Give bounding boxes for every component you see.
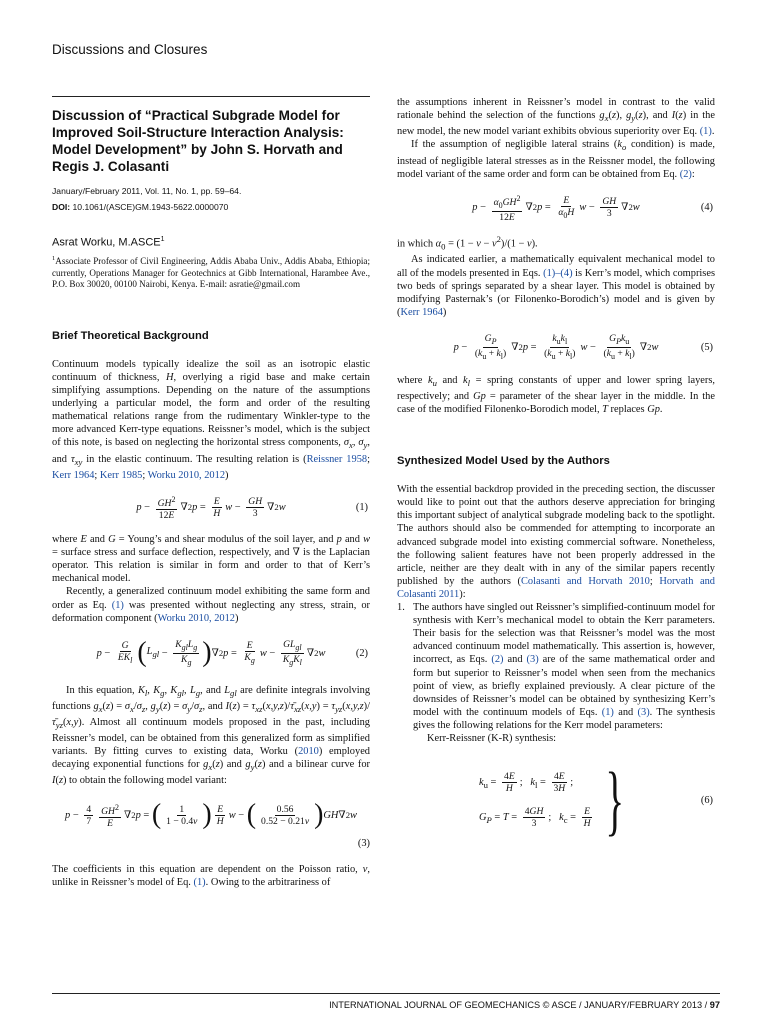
citation: January/February 2011, Vol. 11, No. 1, pp. 59–64. (52, 186, 242, 196)
page-number: 97 (709, 1000, 720, 1010)
paragraph: Recently, a generalized continuum model exhibiting the same form and order as Eq. (1) was presented without neglecting any stress, strain, or deformation component (Worku 2010, 2012) (52, 586, 371, 624)
equation-5: p − $\frac{G_P}{(k_u + k_l)}$ ∇ 2 p = $\frac{k_uk_l}{(k_u + k_l)}$ w − $\frac{G_Pk_u}{(k_u + k_l)}$ ∇ 2 w (5) (453, 332, 713, 361)
paragraph: The coefficients in this equation are dependent on the Poisson ratio, ν, unlike in Reissner’s model of Eq. (1). Owing to the arbitrariness of (52, 863, 370, 888)
author-name: Asrat Worku, M.ASCE$^1$ (52, 236, 165, 249)
equation-6: $k_u$ = $\frac{4E}{H}$ ; $k_l$ = $\frac{4E}{3H}$ ; $G_P = T$ = $\frac{4GH}{3}$ ; $k_c$ = $\frac{E}{H}$ } (6) (479, 756, 713, 844)
list-item: 1. The authors have singled out Reissner’s simplified-continuum model for synthesis with Kerr’s mechanical model to obtain the Kerr parameters. Their basis for the selection was that Reissner’s model was the most advanced continuum model mathematically. This assertion is, however, incorrect, as Eqs. (2) and (3) are of the same mathematical order and form but superior to Reissner’s model when seen from the mechanics point of view, as briefly explained previously. A clear picture of the downsides of Reissner’s model can be obtained by synthesizing Kerr’s model with the continuum models of Eqs. (1) and (3). The synthesis gives the following relations for the Kerr model parameters: Kerr-Reissner (K-R) synthesis: (397, 602, 716, 744)
equation-4: p − $\frac{\alpha_0GH^2}{12E}$ ∇ 2 p = $\frac{E}{\alpha_0H}$ w − $\frac{GH}{3}$ ∇ 2 w (4) (472, 193, 713, 223)
link-reference: Reissner 1958 (306, 453, 368, 465)
paragraph: where E and G = Young’s and shear modulus of the soil layer, and p and w = surface stress and surface deflection, respectively, and ∇ is the Laplacian operator. This relation is similar in form and order to that of Kerr’s mechanical model. (52, 534, 371, 585)
equation-number: (1) (355, 501, 368, 513)
section-heading-background: Brief Theoretical Background (52, 329, 209, 342)
left-column (52, 96, 370, 889)
paper-title: Discussion of “Practical Subgrade Model for Improved Soil-Structure Interaction Analysis: Model Development” by John S. Horvath and Regis J. Colasanti (52, 108, 344, 174)
section-heading-synth: Synthesized Model Used by the Authors (397, 455, 610, 468)
section-header: Discussions and Closures (52, 42, 208, 57)
paragraph: where $k_u$ and $k_l$ = spring constants of upper and lower spring layers, respectively; and Gp = parameter of the shear layer in the middle. In the case of the modified Filonenko-Borodich model, T replaces Gp. (397, 374, 716, 415)
doi-label: DOI: (52, 202, 71, 213)
paragraph: With the essential backdrop provided in the preceding section, the discusser would like to point out that the authors deserve appreciation for bringing this important subject of analytical subgrade modeling back to the spotlight. The authors should also be commended for attempting to incorporate an advanced subgrade model into existing commercial software. Nonetheless, the following salient features have not been properly addressed in the article, neither are they dealt with in any of the similar papers recently published by the authors (Colasanti and Horvath 2010; Horvath and Colasanti 2011): (397, 484, 715, 600)
paragraph: in which $\alpha_0 = (1 - \nu - \nu^2)/(1 - \nu)$. (397, 233, 538, 252)
equation-number: (4) (700, 202, 713, 214)
paragraph: As indicated earlier, a mathematically equivalent mechanical model to all of the models presented in Eqs. (1)–(4) is Kerr’s model, which comprises two beds of springs separated by a shear layer. This model is obtained by modifying Pasternak’s (or Filonenko-Borodich’s) model and is given by (Kerr 1964) (397, 254, 715, 318)
equation-2: p − $\frac{G}{EK_l}$ ( $L_{gl}$ − $\frac{K_{gl}L_g}{K_g}$ ) ∇ 2 p = $\frac{E}{K_g}$ w − $\frac{GL_{gl}}{K_gK_l}$ ∇ 2 w (2) (96, 637, 368, 669)
author-affiliation: $^1$Associate Professor of Civil Engineering, Addis Ababa Univ., Addis Ababa, Ethiopia; currently, Operations Manager for Geotechnics at Gibb International, Harambee Ave., P.O. Box 30020, 00100 Nairobi, Kenya. E-mail: asratie@gmail.com (52, 254, 370, 290)
equation-number: (5) (700, 341, 713, 353)
page-footer (52, 1000, 720, 1010)
doi-value[interactable]: 10.1061/(ASCE)GM.1943-5622.0000070 (72, 202, 229, 213)
equation-number: (3) (357, 838, 370, 850)
right-brace: } (604, 756, 624, 844)
paragraph: the assumptions inherent in Reissner’s model in contrast to the valid rationale behind the selection of the functions $g_x(z)$, $g_y(z)$, and I(z) in the new model, the new model variant exhibits obvious superiority over Eq. (1). (397, 97, 715, 138)
doi-line (52, 201, 370, 214)
journal-line: INTERNATIONAL JOURNAL OF GEOMECHANICS © ASCE / JANUARY/FEBRUARY 2013 / (329, 1000, 708, 1010)
footer-rule (52, 993, 720, 994)
paragraph: Continuum models typically idealize the soil as an isotropic elastic continuum of thickness, H, overlying a rigid base and make certain simplifying assumptions. Depending on the nature of the assumptions underlying a particular model, the form and order of the resulting mathematical relations range from the rudimentary Winkler-type to the more advanced Kerr-type equations. Reissner’s model, which is the subject of this note, is based on neglecting the horizontal stress components, $\sigma_x$, $\sigma_y$, and $\tau_{xy}$ in the elastic continuum. The resulting relation is (Reissner 1958; Kerr 1964; Kerr 1985; Worku 2010, 2012) (52, 358, 370, 481)
equation-1: p − $\frac{GH^2}{12E}$ ∇ 2 p = $\frac{E}{H}$ w − $\frac{GH}{3}$ ∇ 2 w (1) (136, 494, 368, 522)
paragraph: If the assumption of negligible lateral strains ($k_o$ condition) is made, instead of negligible lateral stresses as in the Reissner model, the following model variant of the same order and form can be obtained from Eq. (2): (397, 139, 715, 180)
right-column (397, 96, 716, 844)
equation-number: (2) (355, 647, 368, 659)
equation-3: p − $\frac{4}{7}$ $\frac{GH^2}{E}$ ∇ 2 p = ( $\frac{1}{1 - 0.4\nu}$ ) $\frac{E}{H}$ w − ( $\frac{0.56}{0.52 - 0.21\nu}$ ) GH ∇ 2 w (65, 799, 357, 831)
equation-number: (6) (700, 794, 713, 806)
paragraph: In this equation, $K_l$, $K_g$, $K_{gl}$, $L_g$, and $L_{gl}$ are definite integrals involving functions $g_x(z) = \sigma_x/\sigma_z$, $g_y(z) = \sigma_y/\sigma_z$, and $I(z) = \tau_{xz}(x,y,z)/\taū_{xz}(x,y)$ = $\tau_{yz}(x,y,z)/\taū_{yz}(x,y)$. Almost all continuum models proposed in the past, including Reissner’s model, can be obtained from this generalized form as simplified variants. By fitting curves to existing data, Worku (2010) employed decaying exponential functions for $g_x(z)$ and $g_y(z)$ and a bilinear curve for I(z) to obtain the following model variant: (52, 684, 371, 787)
